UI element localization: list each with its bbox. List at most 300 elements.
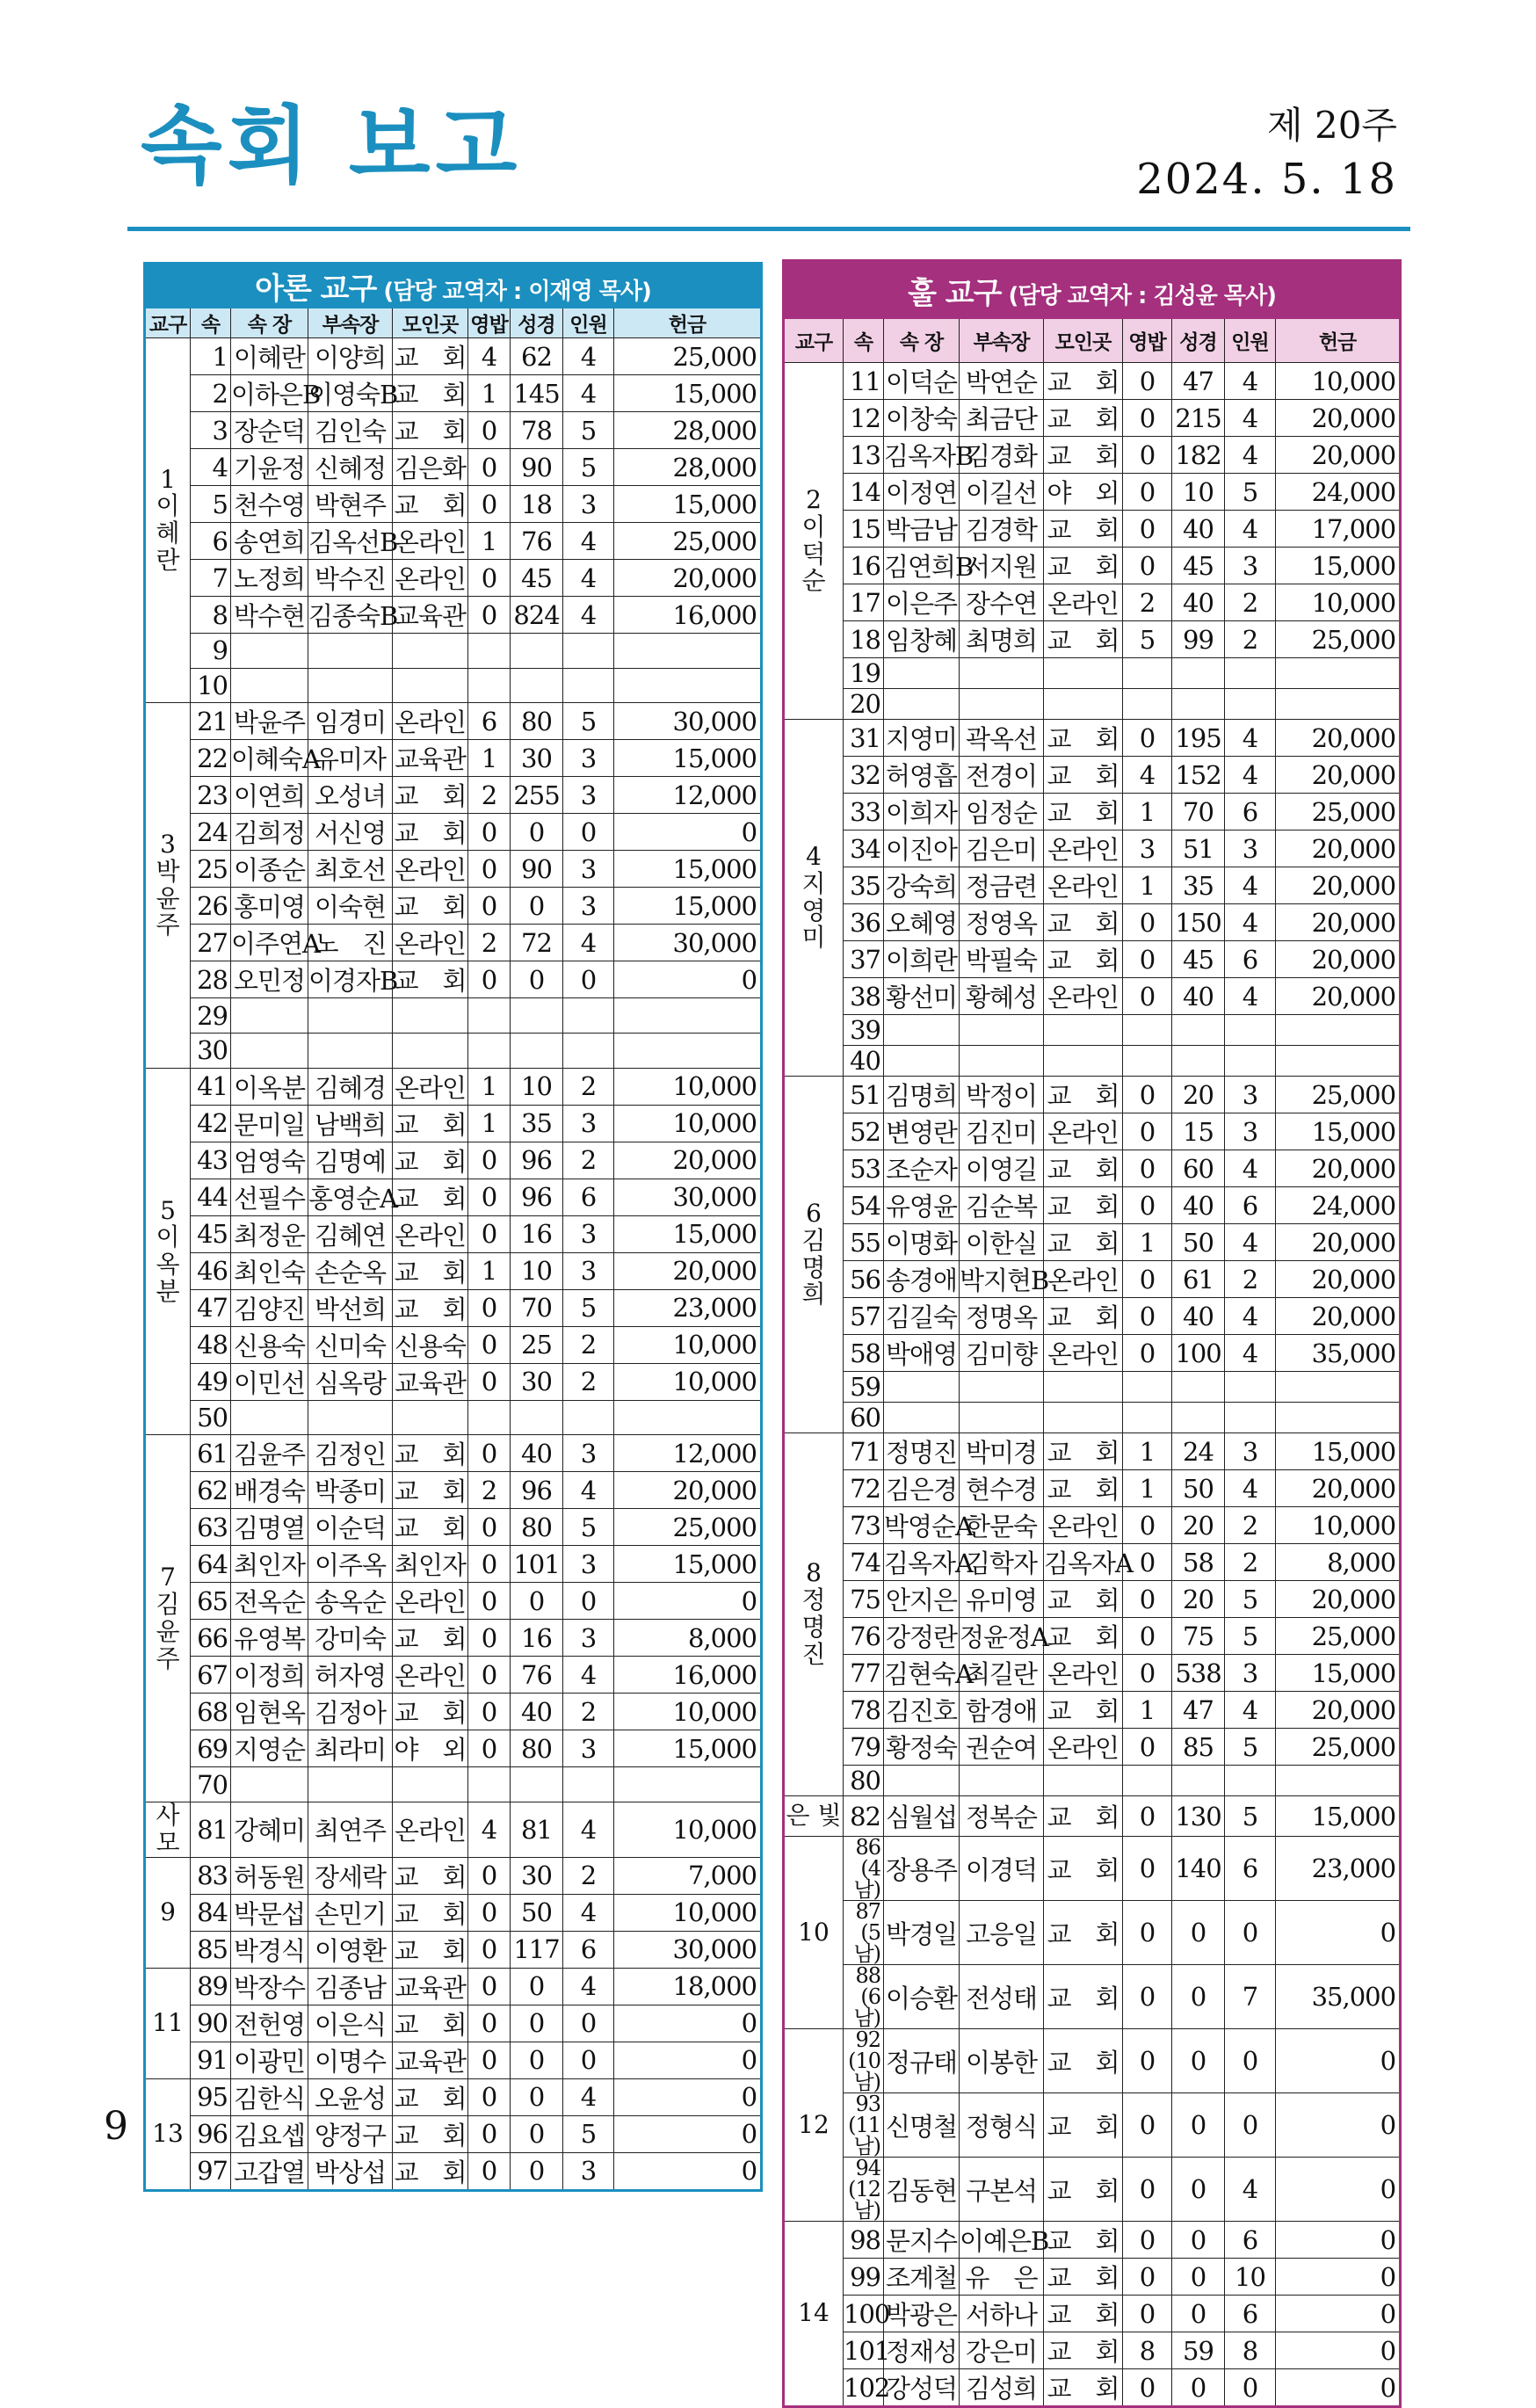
cell-헌금: 15,000	[1276, 1655, 1401, 1692]
cell-영밥: 1	[1123, 1470, 1172, 1507]
cell-모인곳: 온라인	[393, 1657, 468, 1694]
cell-영밥: 0	[468, 1363, 511, 1400]
cell-부속장: 김혜경	[308, 1068, 393, 1105]
cell-속 장: 정명진	[884, 1433, 960, 1470]
cell-인원: 4	[563, 1968, 614, 2005]
cell-속 장: 천수영	[231, 486, 308, 523]
cell-영밥: 0	[1123, 2029, 1172, 2093]
cell-헌금: 15,000	[614, 740, 762, 777]
cell-성경: 15	[1172, 1113, 1225, 1150]
cell-모인곳: 교 회	[393, 412, 468, 449]
cell-모인곳: 온라인	[1044, 1113, 1123, 1150]
cell-부속장: 김인숙	[308, 412, 393, 449]
cell-속: 68	[191, 1694, 231, 1730]
cell-영밥: 1	[1123, 867, 1172, 904]
cell-성경: 20	[1172, 1507, 1225, 1544]
cell-인원: 2	[1225, 1261, 1276, 1298]
cell-부속장: 오성녀	[308, 777, 393, 814]
cell-속: 87 (5남)	[844, 1901, 884, 1965]
cell-영밥: 0	[1123, 904, 1172, 941]
cell-인원: 4	[563, 523, 614, 560]
cell-헌금	[614, 1767, 762, 1802]
cell-속 장: 이연희	[231, 777, 308, 814]
cell-성경: 50	[1172, 1470, 1225, 1507]
cell-헌금: 20,000	[1276, 867, 1401, 904]
cell-속 장: 박장수	[231, 1968, 308, 2005]
cell-인원	[1225, 1015, 1276, 1046]
cell-모인곳: 교 회	[393, 2005, 468, 2042]
cell-영밥: 0	[1123, 400, 1172, 437]
cell-모인곳: 온라인	[1044, 978, 1123, 1015]
cell-인원: 5	[1225, 1796, 1276, 1837]
cell-성경: 10	[511, 1068, 563, 1105]
cell-속 장: 홍미영	[231, 888, 308, 925]
cell-모인곳: 교 회	[1044, 757, 1123, 794]
table-row	[784, 757, 1401, 794]
cell-속: 90	[191, 2005, 231, 2042]
cell-헌금: 16,000	[614, 597, 762, 634]
cell-부속장: 정복순	[960, 1796, 1044, 1837]
cell-성경: 195	[1172, 720, 1225, 757]
cell-속: 91	[191, 2042, 231, 2078]
cell-영밥: 0	[468, 1894, 511, 1931]
table-row	[784, 941, 1401, 978]
cell-속: 40	[844, 1046, 884, 1077]
cell-속: 49	[191, 1363, 231, 1400]
cell-부속장	[960, 1766, 1044, 1796]
cell-성경	[1172, 1372, 1225, 1403]
cell-헌금: 0	[1276, 2296, 1401, 2332]
cell-성경	[1172, 1046, 1225, 1077]
cell-영밥: 0	[468, 1931, 511, 1968]
group-label: 은 빛	[784, 1796, 844, 1837]
cell-영밥: 2	[468, 1472, 511, 1509]
cell-헌금: 16,000	[614, 1657, 762, 1694]
table-row	[145, 1894, 762, 1931]
cell-성경: 47	[1172, 363, 1225, 400]
table-row	[145, 1142, 762, 1179]
cell-속 장: 이혜숙A	[231, 740, 308, 777]
cell-속 장	[884, 1372, 960, 1403]
group-label: 1 이 혜 란	[145, 338, 191, 703]
cell-영밥	[468, 668, 511, 703]
cell-속: 67	[191, 1657, 231, 1694]
cell-모인곳: 온라인	[393, 523, 468, 560]
cell-속 장: 박금남	[884, 511, 960, 548]
cell-속 장: 장용주	[884, 1837, 960, 1901]
cell-성경: 96	[511, 1142, 563, 1179]
cell-성경	[1172, 1015, 1225, 1046]
cell-헌금: 25,000	[1276, 621, 1401, 658]
district-caption	[784, 261, 1401, 319]
cell-속 장	[884, 658, 960, 689]
cell-속: 88 (6남)	[844, 1965, 884, 2029]
cell-성경: 78	[511, 412, 563, 449]
cell-속 장: 정재성	[884, 2332, 960, 2369]
cell-속 장: 조순자	[884, 1150, 960, 1187]
table-row	[145, 1546, 762, 1583]
cell-부속장: 박연순	[960, 363, 1044, 400]
cell-영밥: 0	[1123, 1261, 1172, 1298]
cell-부속장: 강은미	[960, 2332, 1044, 2369]
cell-헌금: 8,000	[1276, 1544, 1401, 1581]
cell-속 장	[884, 1046, 960, 1077]
cell-속: 18	[844, 621, 884, 658]
cell-모인곳: 온라인	[393, 925, 468, 961]
cell-헌금: 20,000	[1276, 720, 1401, 757]
cell-부속장: 고응일	[960, 1901, 1044, 1965]
column-header-3: 부속장	[960, 319, 1044, 363]
cell-속: 51	[844, 1077, 884, 1113]
cell-부속장: 한문숙	[960, 1507, 1044, 1544]
cell-성경: 40	[1172, 511, 1225, 548]
cell-속 장: 최인자	[231, 1546, 308, 1583]
cell-모인곳: 교 회	[1044, 1470, 1123, 1507]
cell-인원: 6	[1225, 1187, 1276, 1224]
cell-헌금: 10,000	[614, 1802, 762, 1858]
cell-속: 41	[191, 1068, 231, 1105]
cell-헌금: 17,000	[1276, 511, 1401, 548]
cell-성경: 45	[511, 560, 563, 597]
cell-성경: 40	[1172, 1187, 1225, 1224]
table-row	[784, 400, 1401, 437]
table-row	[784, 1766, 1401, 1796]
cell-헌금: 10,000	[614, 1694, 762, 1730]
cell-모인곳: 최인자	[393, 1546, 468, 1583]
cell-헌금: 0	[1276, 2158, 1401, 2222]
report-date: 2024. 5. 18	[1136, 155, 1397, 204]
group-label: 10	[784, 1837, 844, 2029]
cell-부속장: 이영환	[308, 1931, 393, 1968]
cell-인원: 2	[563, 1068, 614, 1105]
cell-성경: 62	[511, 338, 563, 375]
cell-인원: 2	[563, 1857, 614, 1894]
cell-인원	[1225, 658, 1276, 689]
cell-인원	[1225, 1046, 1276, 1077]
cell-인원: 4	[1225, 437, 1276, 474]
cell-헌금: 20,000	[614, 560, 762, 597]
cell-부속장: 장수연	[960, 584, 1044, 621]
cell-영밥: 5	[1123, 621, 1172, 658]
cell-모인곳: 교 회	[1044, 2029, 1123, 2093]
cell-영밥: 0	[1123, 2222, 1172, 2259]
cell-모인곳: 교 회	[393, 1694, 468, 1730]
cell-모인곳: 온라인	[393, 1583, 468, 1620]
cell-부속장: 김정아	[308, 1694, 393, 1730]
cell-인원: 3	[563, 1620, 614, 1657]
cell-성경: 58	[1172, 1544, 1225, 1581]
cell-영밥: 0	[468, 597, 511, 634]
cell-인원: 3	[563, 486, 614, 523]
cell-부속장	[308, 668, 393, 703]
cell-헌금: 15,000	[614, 1546, 762, 1583]
cell-영밥: 6	[468, 703, 511, 740]
column-header-2: 속 장	[231, 308, 308, 338]
cell-부속장: 김종남	[308, 1968, 393, 2005]
cell-영밥: 1	[468, 1068, 511, 1105]
cell-부속장: 박필숙	[960, 941, 1044, 978]
cell-영밥: 0	[468, 2115, 511, 2152]
cell-속: 14	[844, 474, 884, 511]
cell-속: 61	[191, 1435, 231, 1472]
cell-속: 45	[191, 1215, 231, 1252]
cell-속 장: 이종순	[231, 851, 308, 888]
cell-부속장: 박정이	[960, 1077, 1044, 1113]
cell-인원: 6	[1225, 2222, 1276, 2259]
cell-성경: 20	[1172, 1581, 1225, 1618]
cell-헌금: 0	[614, 2005, 762, 2042]
cell-속: 50	[191, 1400, 231, 1435]
cell-영밥: 0	[1123, 2259, 1172, 2296]
cell-헌금	[1276, 689, 1401, 720]
cell-속 장	[884, 1015, 960, 1046]
cell-부속장: 김진미	[960, 1113, 1044, 1150]
table-row	[784, 1618, 1401, 1655]
cell-영밥: 4	[468, 1802, 511, 1858]
cell-헌금: 30,000	[614, 703, 762, 740]
cell-헌금: 28,000	[614, 449, 762, 486]
cell-인원: 3	[563, 2152, 614, 2190]
cell-헌금: 10,000	[614, 1326, 762, 1363]
table-row	[145, 814, 762, 851]
cell-부속장: 서하나	[960, 2296, 1044, 2332]
cell-속 장: 유영복	[231, 1620, 308, 1657]
cell-부속장: 임정순	[960, 794, 1044, 830]
cell-속: 102	[844, 2369, 884, 2407]
cell-부속장: 양정구	[308, 2115, 393, 2152]
cell-성경: 40	[1172, 584, 1225, 621]
cell-속 장: 이덕순	[884, 363, 960, 400]
table-row	[145, 1068, 762, 1105]
table-row	[145, 560, 762, 597]
table-row	[784, 2093, 1401, 2158]
cell-모인곳: 교육관	[393, 1363, 468, 1400]
table-row	[145, 998, 762, 1034]
cell-모인곳: 교 회	[1044, 2296, 1123, 2332]
column-header-4: 모인곳	[1044, 319, 1123, 363]
cell-영밥: 2	[468, 925, 511, 961]
column-header-4: 모인곳	[393, 308, 468, 338]
cell-헌금: 0	[1276, 2369, 1401, 2407]
cell-성경: 117	[511, 1931, 563, 1968]
cell-속 장: 김연희B	[884, 548, 960, 584]
cell-성경	[1172, 1403, 1225, 1433]
group-label: 2 이 덕 순	[784, 363, 844, 720]
table-row	[784, 474, 1401, 511]
cell-부속장: 서지원	[960, 548, 1044, 584]
cell-모인곳: 온라인	[393, 1802, 468, 1858]
cell-모인곳: 교 회	[1044, 621, 1123, 658]
cell-인원: 6	[563, 1931, 614, 1968]
cell-모인곳	[393, 634, 468, 669]
cell-인원: 6	[1225, 794, 1276, 830]
cell-영밥: 1	[1123, 1692, 1172, 1729]
cell-부속장: 최연주	[308, 1802, 393, 1858]
cell-성경: 75	[1172, 1618, 1225, 1655]
cell-속 장	[231, 1400, 308, 1435]
cell-인원: 6	[1225, 1837, 1276, 1901]
cell-속: 33	[844, 794, 884, 830]
cell-속 장: 이창숙	[884, 400, 960, 437]
district-name: 아론 교구	[255, 272, 377, 307]
table-row	[784, 548, 1401, 584]
cell-인원: 3	[1225, 1113, 1276, 1150]
cell-인원: 6	[1225, 2296, 1276, 2332]
cell-속: 74	[844, 1544, 884, 1581]
cell-부속장: 유 은	[960, 2259, 1044, 2296]
table-row	[784, 1729, 1401, 1766]
cell-부속장: 이영숙B	[308, 375, 393, 412]
cell-인원: 4	[1225, 720, 1276, 757]
cell-헌금: 10,000	[614, 1068, 762, 1105]
cell-모인곳: 교 회	[393, 814, 468, 851]
cell-속 장	[884, 1766, 960, 1796]
table-row	[784, 511, 1401, 548]
cell-영밥: 0	[1123, 474, 1172, 511]
cell-영밥: 0	[468, 961, 511, 998]
cell-헌금: 10,000	[1276, 363, 1401, 400]
cell-부속장: 이양희	[308, 338, 393, 375]
cell-모인곳: 온라인	[1044, 1335, 1123, 1372]
table-row	[784, 2222, 1401, 2259]
group-label: 5 이 옥 분	[145, 1068, 191, 1435]
table-row	[784, 1470, 1401, 1507]
table-row	[145, 597, 762, 634]
column-header-8: 헌금	[614, 308, 762, 338]
cell-속: 70	[191, 1767, 231, 1802]
cell-인원: 4	[1225, 1150, 1276, 1187]
cell-모인곳: 교 회	[1044, 1618, 1123, 1655]
cell-모인곳: 교 회	[1044, 1692, 1123, 1729]
table-row	[145, 375, 762, 412]
cell-헌금	[1276, 1403, 1401, 1433]
table-row	[145, 1620, 762, 1657]
cell-부속장	[960, 658, 1044, 689]
cell-부속장: 송옥순	[308, 1583, 393, 1620]
cell-헌금	[1276, 1372, 1401, 1403]
cell-인원: 0	[1225, 2369, 1276, 2407]
cell-속 장: 박윤주	[231, 703, 308, 740]
cell-헌금	[1276, 1766, 1401, 1796]
cell-인원: 2	[563, 1363, 614, 1400]
cell-속 장: 노정희	[231, 560, 308, 597]
cell-헌금: 25,000	[1276, 1729, 1401, 1766]
cell-인원: 5	[563, 703, 614, 740]
cell-헌금: 20,000	[1276, 941, 1401, 978]
page-number: 9	[104, 2104, 128, 2149]
cell-모인곳: 교육관	[393, 740, 468, 777]
cell-속 장: 이희란	[884, 941, 960, 978]
cell-속 장: 이혜란	[231, 338, 308, 375]
cell-헌금: 23,000	[1276, 1837, 1401, 1901]
cell-속 장: 기윤정	[231, 449, 308, 486]
cell-모인곳: 교 회	[393, 1894, 468, 1931]
table-row	[784, 1507, 1401, 1544]
cell-성경: 0	[1172, 2158, 1225, 2222]
column-header	[145, 308, 762, 338]
table-row	[145, 1694, 762, 1730]
cell-영밥: 0	[1123, 941, 1172, 978]
cell-부속장: 김경학	[960, 511, 1044, 548]
table-row	[145, 1857, 762, 1894]
cell-성경: 80	[511, 1509, 563, 1546]
cell-부속장: 최명희	[960, 621, 1044, 658]
cell-부속장	[308, 1034, 393, 1069]
cell-부속장: 정명옥	[960, 1298, 1044, 1335]
cell-모인곳: 교 회	[393, 338, 468, 375]
cell-성경	[511, 1767, 563, 1802]
cell-헌금: 20,000	[1276, 978, 1401, 1015]
cell-인원: 2	[1225, 621, 1276, 658]
cell-모인곳: 교 회	[1044, 2222, 1123, 2259]
cell-속: 63	[191, 1509, 231, 1546]
table-row	[145, 2152, 762, 2190]
table-row	[784, 720, 1401, 757]
cell-부속장: 노 진	[308, 925, 393, 961]
cell-인원: 3	[1225, 1077, 1276, 1113]
cell-헌금	[614, 634, 762, 669]
cell-모인곳	[393, 1034, 468, 1069]
table-row	[784, 1150, 1401, 1187]
table-row	[784, 2369, 1401, 2407]
cell-인원: 0	[1225, 2029, 1276, 2093]
cell-부속장: 정형식	[960, 2093, 1044, 2158]
cell-부속장	[308, 998, 393, 1034]
cell-성경: 81	[511, 1802, 563, 1858]
cell-영밥: 0	[468, 1435, 511, 1472]
cell-영밥: 0	[1123, 1729, 1172, 1766]
group-label: 4 지 영 미	[784, 720, 844, 1077]
cell-성경: 215	[1172, 400, 1225, 437]
cell-성경: 0	[1172, 1965, 1225, 2029]
cell-부속장	[960, 1015, 1044, 1046]
cell-헌금: 8,000	[614, 1620, 762, 1657]
cell-성경: 80	[511, 1730, 563, 1767]
cell-부속장	[960, 1403, 1044, 1433]
cell-속 장: 오혜영	[884, 904, 960, 941]
cell-부속장: 박선희	[308, 1289, 393, 1326]
pastor-in-charge: (담당 교역자 : 이재영 목사)	[376, 279, 651, 305]
cell-부속장: 강미숙	[308, 1620, 393, 1657]
cell-속: 47	[191, 1289, 231, 1326]
cell-영밥: 0	[468, 1326, 511, 1363]
cell-성경: 0	[1172, 2222, 1225, 2259]
cell-모인곳: 교 회	[1044, 2158, 1123, 2222]
cell-인원: 0	[563, 961, 614, 998]
cell-인원	[563, 998, 614, 1034]
cell-헌금	[614, 668, 762, 703]
cell-인원	[1225, 689, 1276, 720]
cell-헌금: 20,000	[614, 1142, 762, 1179]
cell-모인곳: 교육관	[393, 1968, 468, 2005]
column-header-7: 인원	[563, 308, 614, 338]
cell-부속장: 이숙현	[308, 888, 393, 925]
cell-헌금: 20,000	[1276, 1298, 1401, 1335]
cell-속 장: 박경식	[231, 1931, 308, 1968]
cell-부속장: 김순복	[960, 1187, 1044, 1224]
cell-인원: 4	[563, 1802, 614, 1858]
cell-속: 69	[191, 1730, 231, 1767]
cell-부속장: 신미숙	[308, 1326, 393, 1363]
cell-성경: 0	[1172, 2029, 1225, 2093]
cell-모인곳: 교육관	[393, 597, 468, 634]
cell-헌금: 10,000	[1276, 1507, 1401, 1544]
cell-속: 52	[844, 1113, 884, 1150]
cell-헌금: 7,000	[614, 1857, 762, 1894]
cell-부속장: 신혜정	[308, 449, 393, 486]
cell-헌금: 0	[1276, 2259, 1401, 2296]
cell-모인곳: 교육관	[393, 2042, 468, 2078]
